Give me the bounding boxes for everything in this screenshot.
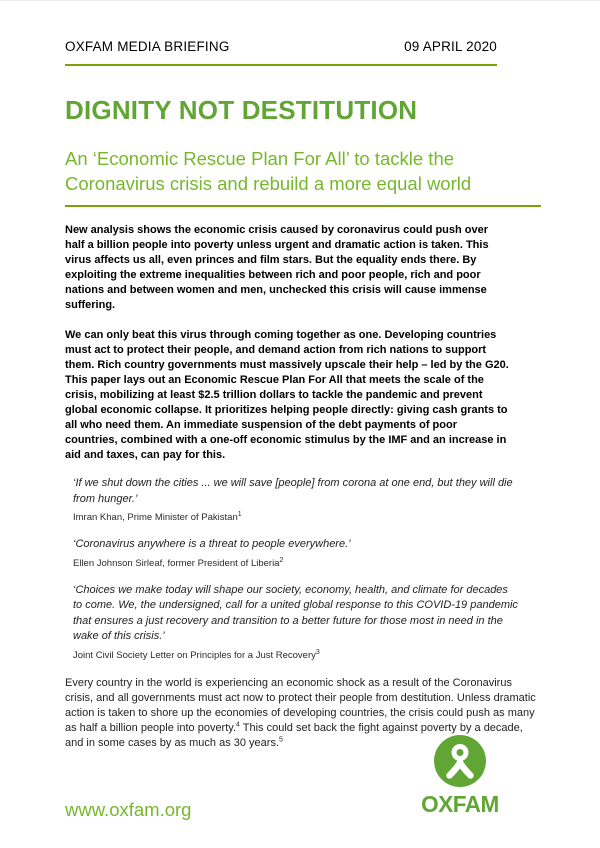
- body-segment: This could set back the fight against poverty by a decade, and in some cases by as much as 30 years.: [65, 721, 523, 749]
- quote-text-3: ‘Choices we make today will shape our society, economy, health, and climate for decades to come. We, the undersigned, call for a united global response to this COVID-19 pandemic that ensures a just recovery and transition to a better future for those most in need in the wake of this crisis.’: [73, 583, 518, 642]
- header-divider: [65, 64, 497, 66]
- footnote-ref: 2: [279, 556, 284, 564]
- quote-source-3: [73, 650, 540, 661]
- quote-source-text: Ellen Johnson Sirleaf, former President of Liberia: [73, 557, 280, 569]
- footnote-ref: 1: [237, 510, 242, 518]
- quote-text-2: ‘Coronavirus anywhere is a threat to people everywhere.’: [73, 538, 351, 550]
- oxfam-logo: [420, 735, 500, 818]
- footnote-ref: 4: [236, 720, 240, 728]
- quote-source-text: Joint Civil Society Letter on Principles for a Just Recovery: [73, 649, 316, 661]
- footnote-ref: 3: [315, 648, 320, 656]
- page-title: DIGNITY NOT DESTITUTION: [65, 95, 418, 125]
- document-header: [65, 39, 497, 54]
- date-label: 09 APRIL 2020: [404, 39, 497, 54]
- page-content: [0, 1, 600, 751]
- footnote-ref: 5: [279, 735, 283, 743]
- lead-paragraph-2: We can only beat this virus through coming together as one. Developing countries must act to protect their people, and demand action from rich nations to support them. Rich country governments must massively upscale their help – led by the G20. This paper lays out an Economic Rescue Plan For All that meets the scale of the crisis, mobilizing at least $2.5 trillion dollars to tackle the pandemic and prevent global economic collapse. It prioritizes helping people directly: giving cash grants to all who need them. An immediate suspension of the debt payments of poor countries, combined with a one-off economic stimulus by the IMF and an increase in aid and taxes, can pay for this.: [65, 329, 509, 461]
- page-subtitle: An ‘Economic Rescue Plan For All’ to tackle the Coronavirus crisis and rebuild a more equal world: [65, 148, 472, 194]
- quotes-section: [65, 476, 540, 661]
- lead-paragraph-1: New analysis shows the economic crisis caused by coronavirus could push over half a billion people into poverty unless urgent and dramatic action is taken. This virus affects us all, even princes and film stars. But the equality ends there. By exploiting the extreme inequalities between rich and poor people, rich and poor nations and between women and men, unchecked this crisis will cause immense suffering.: [65, 224, 489, 311]
- quote-source-text: Imran Khan, Prime Minister of Pakistan: [73, 512, 238, 523]
- brand-label: OXFAM MEDIA BRIEFING: [65, 39, 230, 54]
- quote-source-1: [73, 512, 540, 523]
- quote-text-1: ‘If we shut down the cities ... we will save [people] from corona at one end, but they will die from hunger.’: [73, 477, 513, 505]
- oxfam-logo-icon: [434, 735, 486, 787]
- lead-divider: [65, 205, 541, 207]
- website-link[interactable]: www.oxfam.org: [65, 799, 192, 820]
- body-segment: Every country in the world is experiencing an economic shock as a result of the Coronavirus crisis, and all governments must act now to protect their people from destitution. Unless dramatic action is taken to shore up the economies of developing countries, the crisis could push as many as half a billion people into poverty.: [65, 676, 536, 734]
- oxfam-logo-wordmark: OXFAM: [421, 791, 499, 817]
- quote-source-2: [73, 558, 540, 569]
